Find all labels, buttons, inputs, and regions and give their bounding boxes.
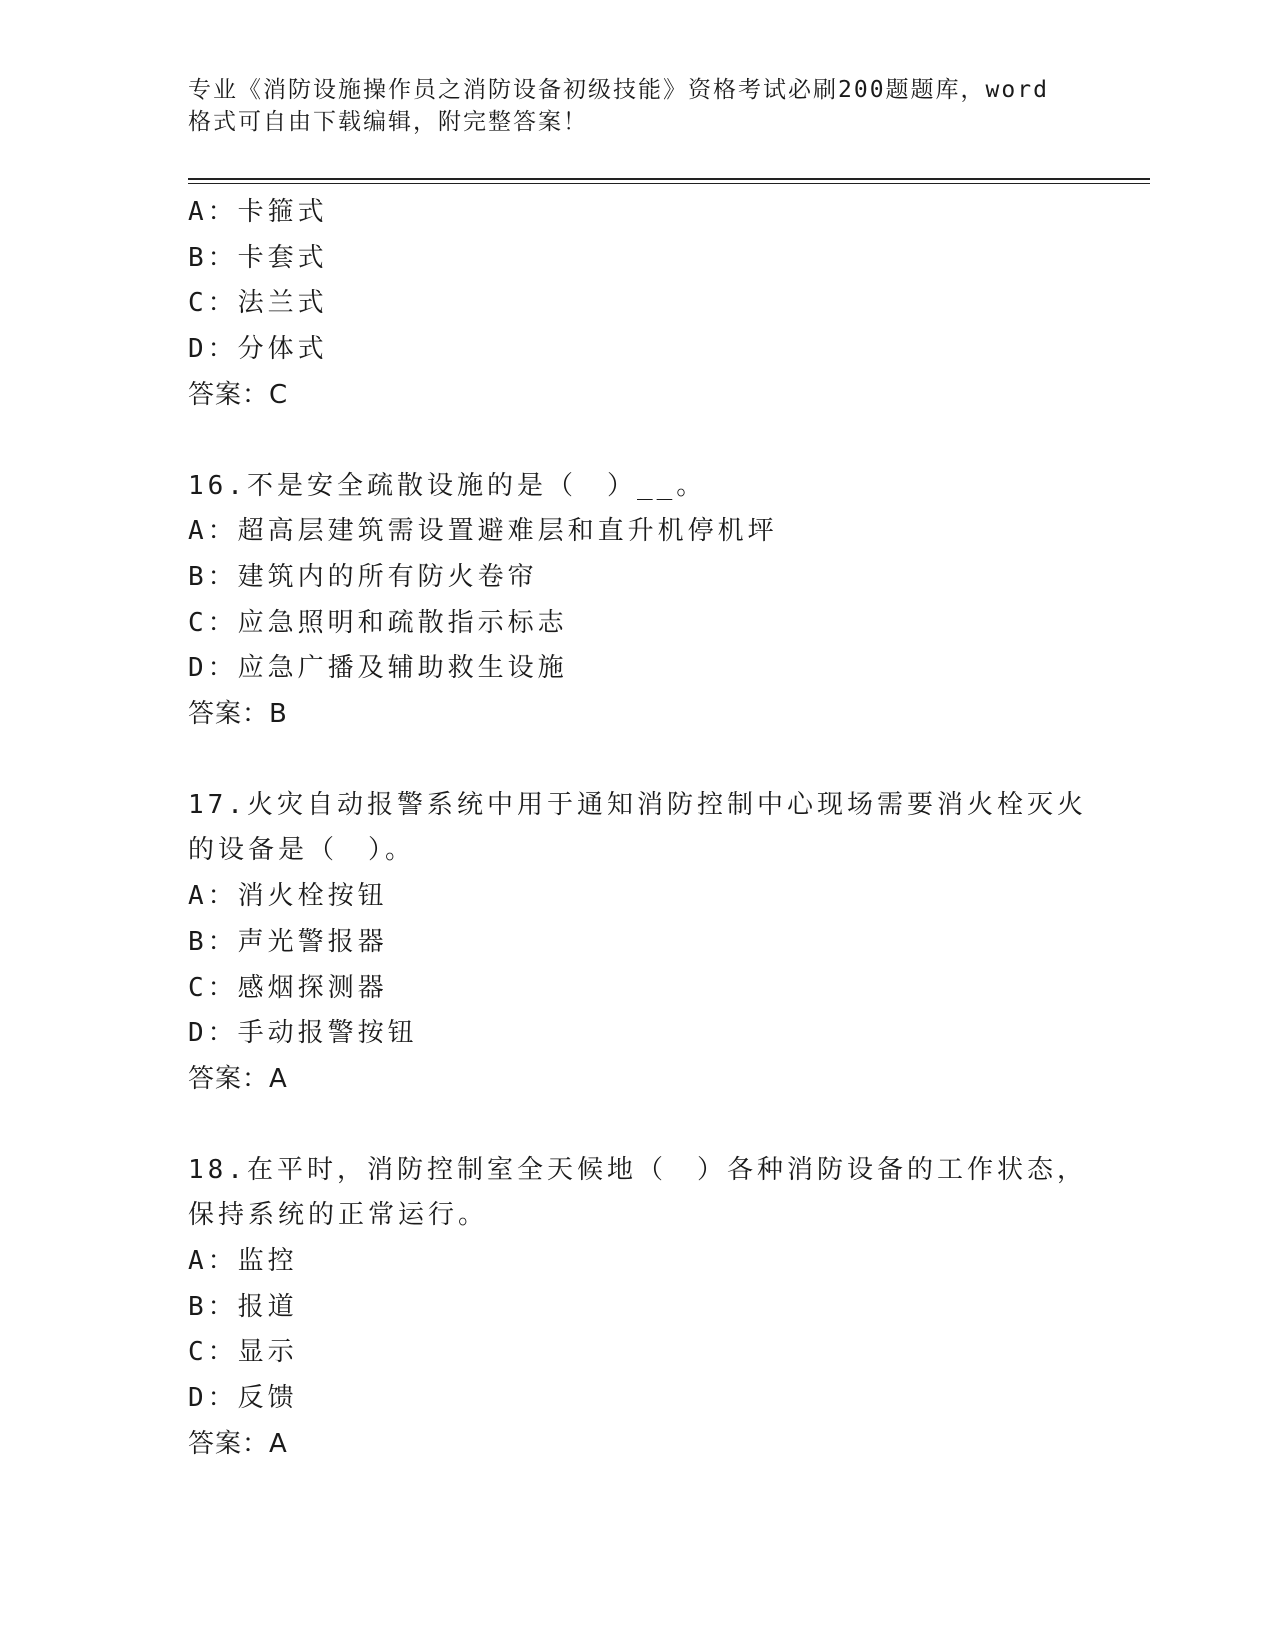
option-c: C：应急照明和疏散指示标志	[188, 607, 568, 638]
option-b: B：报道	[188, 1291, 298, 1322]
option-d: D：分体式	[188, 334, 328, 365]
question-block-16	[188, 464, 1088, 738]
option-d: D：反馈	[188, 1383, 298, 1414]
document-header: 专业《消防设施操作员之消防设备初级技能》资格考试必刷200题题库，word格式可自由下载编辑，附完整答案！	[188, 77, 1049, 135]
question-block-18	[188, 1148, 1088, 1468]
question-text: 16.不是安全疏散设施的是（ ）__。	[188, 470, 707, 501]
option-c: C：感烟探测器	[188, 972, 388, 1003]
header-divider-thin	[188, 183, 1150, 184]
option-a: A：超高层建筑需设置避难层和直升机停机坪	[188, 516, 778, 547]
answer-line: 答案：A	[188, 1428, 288, 1459]
option-a: A：监控	[188, 1246, 298, 1277]
option-d: D：应急广播及辅助救生设施	[188, 653, 568, 684]
question-block-17	[188, 783, 1088, 1103]
option-b: B：声光警报器	[188, 926, 388, 957]
spacer	[188, 1103, 1088, 1148]
question-text: 18.在平时，消防控制室全天候地（ ）各种消防设备的工作状态，保持系统的正常运行。	[188, 1154, 1087, 1231]
header-divider-thick	[188, 178, 1150, 180]
spacer	[188, 738, 1088, 783]
answer-line: 答案：B	[188, 699, 288, 730]
option-c: C：法兰式	[188, 288, 328, 319]
option-a: A：卡箍式	[188, 197, 328, 227]
answer-line: 答案：A	[188, 1063, 288, 1094]
spacer	[188, 419, 1088, 464]
option-a: A：消火栓按钮	[188, 881, 388, 912]
answer-line: 答案：C	[188, 379, 289, 410]
option-c: C：显示	[188, 1337, 298, 1368]
question-list	[188, 190, 1088, 1468]
option-d: D：手动报警按钮	[188, 1018, 418, 1049]
option-b: B：卡套式	[188, 242, 328, 273]
option-b: B：建筑内的所有防火卷帘	[188, 561, 538, 592]
question-text: 17.火灾自动报警系统中用于通知消防控制中心现场需要消火栓灭火的设备是（ ）。	[188, 789, 1087, 866]
question-block-prev	[188, 190, 1088, 419]
